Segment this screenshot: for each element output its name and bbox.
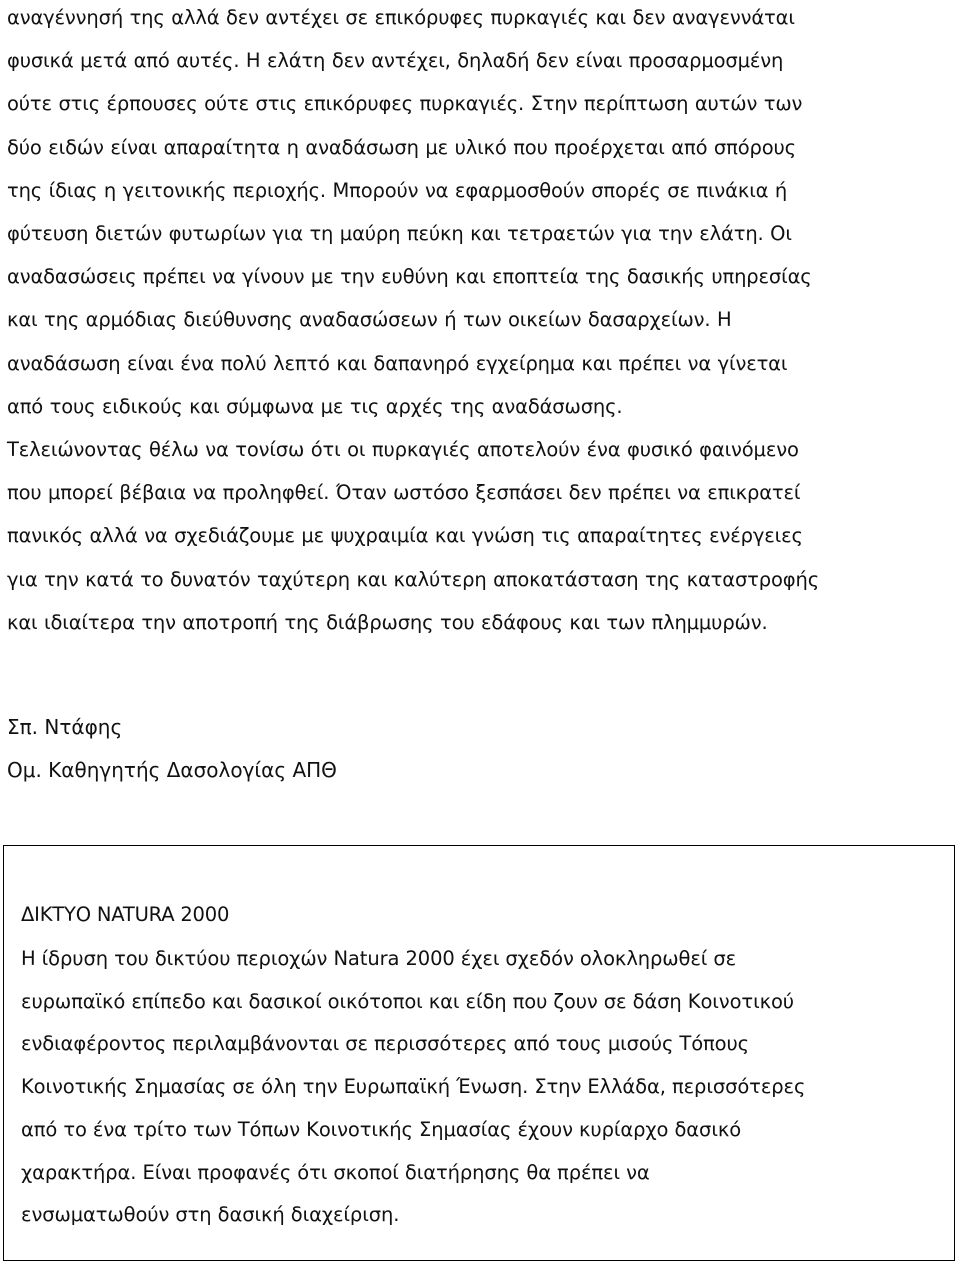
text-line: από τους ειδικούς και σύμφωνα με τις αρχές της αναδάσωσης. — [7, 394, 623, 418]
natura-paragraph — [21, 938, 939, 1237]
text-line: αναδασώσεις πρέπει να γίνουν με την ευθύνη και εποπτεία της δασικής υπηρεσίας — [7, 265, 812, 289]
text-line: Τελειώνοντας θέλω να τονίσω ότι οι πυρκαγιές αποτελούν ένα φυσικό φαινόμενο — [7, 438, 799, 462]
text-line: από το ένα τρίτο των Τόπων Κοινοτικής Σημασίας έχουν κυρίαρχο δασικό — [21, 1117, 742, 1141]
main-paragraph — [7, 0, 955, 644]
natura-heading: ΔΙΚΤΥΟ NATURA 2000 — [21, 903, 230, 926]
author-name: Σπ. Ντάφης — [7, 715, 123, 739]
text-line: Η ίδρυση του δικτύου περιοχών Natura 2000 έχει σχεδόν ολοκληρωθεί σε — [21, 947, 737, 970]
text-line: αναγέννησή της αλλά δεν αντέχει σε επικόρυφες πυρκαγιές και δεν αναγεννάται — [7, 6, 795, 29]
natura-info-box — [3, 845, 955, 1261]
text-line: Κοινοτικής Σημασίας σε όλη την Ευρωπαϊκή Ένωση. Στην Ελλάδα, περισσότερες — [21, 1075, 806, 1099]
text-line: και της αρμόδιας διεύθυνσης αναδασώσεων ή των οικείων δασαρχείων. Η — [7, 308, 732, 332]
author-title: Ομ. Καθηγητής Δασολογίας ΑΠΘ — [7, 758, 337, 782]
text-line: χαρακτήρα. Είναι προφανές ότι σκοποί διατήρησης θα πρέπει να — [21, 1160, 650, 1184]
text-line: ενδιαφέροντος περιλαμβάνονται σε περισσότερες από τους μισούς Τόπους — [21, 1032, 750, 1056]
text-line: για την κατά το δυνατόν ταχύτερη και καλύτερη αποκατάσταση της καταστροφής — [7, 567, 819, 591]
text-line: της ίδιας η γειτονικής περιοχής. Μπορούν να εφαρμοσθούν σπορές σε πινάκια ή — [7, 178, 788, 202]
text-line: ούτε στις έρπουσες ούτε στις επικόρυφες πυρκαγιές. Στην περίπτωση αυτών των — [7, 92, 803, 116]
text-line: φυσικά μετά από αυτές. Η ελάτη δεν αντέχει, δηλαδή δεν είναι προσαρμοσμένη — [7, 49, 784, 73]
text-line: και ιδιαίτερα την αποτροπή της διάβρωσης του εδάφους και των πλημμυρών. — [7, 610, 768, 634]
text-line: φύτευση διετών φυτωρίων για τη μαύρη πεύκη και τετραετών για την ελάτη. Οι — [7, 222, 792, 246]
text-line: ευρωπαϊκό επίπεδο και δασικοί οικότοποι και είδη που ζουν σε δάση Κοινοτικού — [21, 989, 794, 1013]
text-line: ενσωματωθούν στη δασική διαχείριση. — [21, 1203, 400, 1227]
author-signature — [7, 706, 337, 792]
text-line: πανικός αλλά να σχεδιάζουμε με ψυχραιμία και γνώση τις απαραίτητες ενέργειες — [7, 524, 803, 548]
text-line: που μπορεί βέβαια να προληφθεί. Όταν ωστόσο ξεσπάσει δεν πρέπει να επικρατεί — [7, 481, 801, 505]
text-line: δύο ειδών είναι απαραίτητα η αναδάσωση με υλικό που προέρχεται από σπόρους — [7, 135, 796, 159]
text-line: αναδάσωση είναι ένα πολύ λεπτό και δαπανηρό εγχείρημα και πρέπει να γίνεται — [7, 351, 788, 375]
